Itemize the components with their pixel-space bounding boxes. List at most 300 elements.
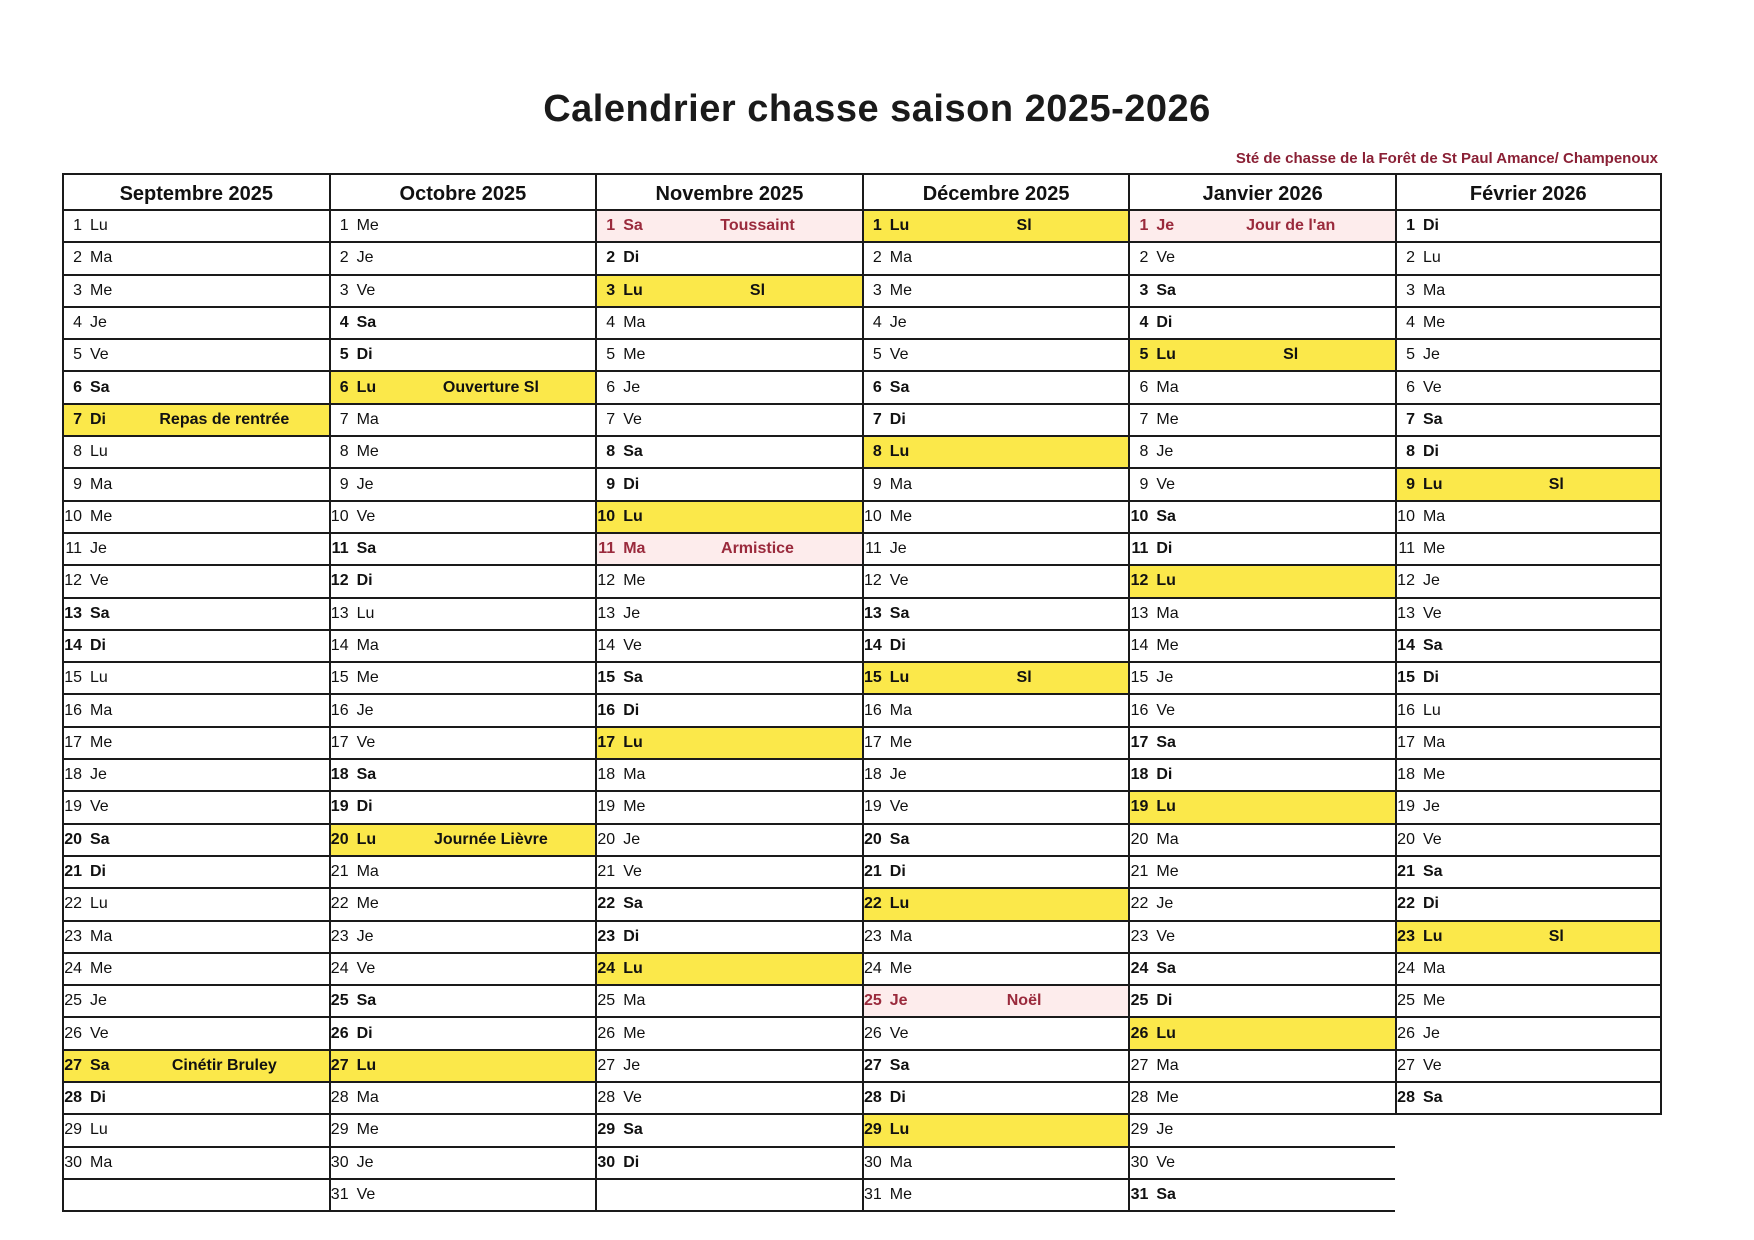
day-name: Sa <box>1422 863 1443 881</box>
day-row <box>862 986 1129 1018</box>
day-name: Je <box>1156 217 1175 235</box>
day-number: 23 <box>64 927 82 945</box>
day-name: Me <box>889 733 913 751</box>
day-name: Sa <box>623 217 643 235</box>
day-name: Me <box>623 798 646 816</box>
day-number: 27 <box>330 1056 349 1074</box>
day-row <box>1395 631 1662 663</box>
day-number: 21 <box>64 863 82 881</box>
day-name: Ve <box>889 798 909 816</box>
day-number: 8 <box>1406 443 1415 461</box>
day-row <box>1395 922 1662 954</box>
day-row <box>62 1018 329 1050</box>
day-name: Ma <box>1422 959 1446 977</box>
day-name: Je <box>623 604 641 622</box>
day-event: Sl <box>1548 475 1564 493</box>
day-number: 29 <box>863 1121 882 1139</box>
day-name: Me <box>356 1121 379 1139</box>
day-number: 5 <box>73 346 82 364</box>
day-number: 8 <box>872 443 882 461</box>
day-row <box>1395 889 1662 921</box>
day-number: 15 <box>1130 669 1149 687</box>
day-number: 27 <box>64 1056 82 1074</box>
day-number: 20 <box>1130 830 1149 848</box>
day-name: Ve <box>356 281 376 299</box>
day-number: 1 <box>73 217 82 235</box>
day-row <box>1395 405 1662 437</box>
day-number: 9 <box>1406 475 1415 493</box>
day-name: Je <box>889 314 907 332</box>
day-row <box>329 243 596 275</box>
day-name: Je <box>889 766 907 784</box>
day-number: 2 <box>73 249 82 267</box>
day-number: 30 <box>330 1153 349 1171</box>
day-row <box>62 1148 329 1180</box>
day-number: 10 <box>1130 507 1149 525</box>
day-event: Armistice <box>721 540 794 558</box>
day-row <box>62 1083 329 1115</box>
day-number: 20 <box>863 830 882 848</box>
day-row <box>595 308 862 340</box>
day-number: 18 <box>863 766 882 784</box>
day-row <box>62 954 329 986</box>
day-row <box>329 1115 596 1147</box>
day-row <box>1128 502 1395 534</box>
day-name: Me <box>1422 766 1446 784</box>
day-number: 9 <box>73 475 82 493</box>
month-header: Décembre 2025 <box>862 173 1129 211</box>
day-number: 12 <box>597 572 616 590</box>
day-name: Ve <box>623 410 642 428</box>
day-name: Ma <box>1156 1056 1179 1074</box>
day-number: 9 <box>339 475 349 493</box>
day-name: Lu <box>356 1056 377 1074</box>
day-name: Di <box>90 1089 106 1107</box>
empty-row <box>62 1180 329 1212</box>
month-header: Février 2026 <box>1395 173 1662 211</box>
day-name: Ve <box>623 637 642 654</box>
day-number: 13 <box>1130 604 1149 622</box>
day-name: Ve <box>356 733 376 751</box>
day-row <box>62 857 329 889</box>
day-name: Je <box>90 992 107 1010</box>
day-row <box>62 792 329 824</box>
day-name: Lu <box>1422 701 1441 719</box>
day-name: Sa <box>623 669 643 687</box>
day-row <box>1395 502 1662 534</box>
day-row <box>329 986 596 1018</box>
day-row <box>1395 857 1662 889</box>
day-number: 31 <box>863 1186 882 1204</box>
day-name: Lu <box>623 733 643 751</box>
day-name: Di <box>356 798 373 816</box>
day-number: 4 <box>1406 314 1415 332</box>
day-row <box>1395 695 1662 727</box>
day-name: Di <box>1156 766 1173 784</box>
day-name: Ma <box>889 927 913 945</box>
day-number: 17 <box>64 733 82 751</box>
day-name: Lu <box>90 895 108 913</box>
day-row <box>329 566 596 598</box>
day-name: Sa <box>1422 637 1443 654</box>
day-number: 19 <box>1397 798 1415 816</box>
day-name: Ma <box>889 249 913 267</box>
day-number: 13 <box>863 604 882 622</box>
day-name: Ma <box>623 314 646 332</box>
day-name: Me <box>1156 863 1179 881</box>
day-name: Lu <box>1156 798 1176 816</box>
day-row <box>1128 760 1395 792</box>
month-header: Septembre 2025 <box>62 173 329 211</box>
day-row <box>1128 889 1395 921</box>
day-name: Je <box>889 540 907 558</box>
day-number: 18 <box>1397 766 1415 784</box>
day-name: Je <box>90 314 107 332</box>
day-name: Ma <box>623 766 646 784</box>
day-name: Me <box>889 959 913 977</box>
day-number: 6 <box>73 378 82 396</box>
day-row <box>862 1083 1129 1115</box>
day-row <box>329 889 596 921</box>
day-row <box>1395 825 1662 857</box>
day-name: Lu <box>1422 249 1441 267</box>
day-row <box>62 922 329 954</box>
day-name: Me <box>356 895 379 913</box>
day-row <box>595 695 862 727</box>
day-row <box>62 663 329 695</box>
day-name: Ve <box>1156 249 1176 267</box>
day-name: Sa <box>1156 959 1176 977</box>
day-name: Di <box>889 410 906 428</box>
day-row <box>329 405 596 437</box>
day-name: Di <box>90 637 106 654</box>
day-name: Sa <box>356 766 377 784</box>
day-number: 20 <box>1397 830 1415 848</box>
day-name: Ma <box>356 410 379 428</box>
day-number: 15 <box>863 669 882 687</box>
day-number: 22 <box>330 895 349 913</box>
day-event: Jour de l'an <box>1246 217 1336 235</box>
day-number: 23 <box>597 927 616 945</box>
day-row <box>1128 1018 1395 1050</box>
day-number: 11 <box>65 540 82 558</box>
day-row <box>1128 825 1395 857</box>
day-number: 27 <box>597 1056 616 1074</box>
day-number: 30 <box>597 1153 616 1171</box>
day-number: 19 <box>597 798 616 816</box>
day-number: 12 <box>863 572 882 590</box>
day-number: 16 <box>330 701 349 719</box>
day-number: 18 <box>330 766 349 784</box>
day-event: Ouverture Sl <box>442 378 539 396</box>
day-number: 19 <box>863 798 882 816</box>
day-number: 25 <box>1397 992 1415 1010</box>
day-name: Me <box>356 217 379 235</box>
day-row <box>595 728 862 760</box>
day-name: Sa <box>90 1056 110 1074</box>
day-row <box>62 599 329 631</box>
day-row <box>62 405 329 437</box>
day-number: 30 <box>863 1153 882 1171</box>
day-name: Me <box>356 443 379 461</box>
day-name: Di <box>356 1024 373 1042</box>
day-row <box>1395 276 1662 308</box>
day-number: 29 <box>330 1121 349 1139</box>
day-row <box>862 1148 1129 1180</box>
day-row <box>862 760 1129 792</box>
day-row <box>595 340 862 372</box>
day-name: Me <box>90 281 113 299</box>
day-name: Je <box>356 249 374 267</box>
day-name: Ma <box>1422 281 1446 299</box>
day-name: Di <box>1422 217 1439 235</box>
day-name: Di <box>623 249 640 267</box>
day-name: Ma <box>1422 507 1446 525</box>
day-number: 16 <box>1130 701 1149 719</box>
day-number: 2 <box>1406 249 1415 267</box>
day-row <box>1395 437 1662 469</box>
day-number: 1 <box>872 217 882 235</box>
day-name: Lu <box>90 669 108 687</box>
day-name: Lu <box>889 895 910 913</box>
day-row <box>62 566 329 598</box>
day-number: 17 <box>1397 733 1415 751</box>
day-number: 28 <box>330 1089 349 1107</box>
day-number: 16 <box>64 701 82 719</box>
day-name: Lu <box>623 959 643 977</box>
day-number: 3 <box>1406 281 1415 299</box>
day-row <box>1128 1180 1395 1212</box>
day-number: 5 <box>339 346 349 364</box>
day-number: 19 <box>1130 798 1149 816</box>
day-name: Je <box>889 992 908 1010</box>
month-column <box>1128 173 1395 1212</box>
day-number: 10 <box>597 507 616 525</box>
day-row <box>1128 469 1395 501</box>
day-number: 24 <box>1397 959 1415 977</box>
day-number: 14 <box>64 637 82 654</box>
day-number: 12 <box>1397 572 1415 590</box>
day-name: Di <box>90 863 106 881</box>
day-number: 13 <box>1397 604 1415 622</box>
day-name: Lu <box>90 443 108 461</box>
day-row <box>1395 243 1662 275</box>
day-row <box>1128 792 1395 824</box>
day-row <box>595 986 862 1018</box>
day-row <box>1395 663 1662 695</box>
day-name: Ve <box>889 346 909 364</box>
day-row <box>595 1148 862 1180</box>
day-row <box>862 502 1129 534</box>
day-row <box>1128 695 1395 727</box>
day-row <box>329 1018 596 1050</box>
day-number: 22 <box>863 895 882 913</box>
day-row <box>1395 599 1662 631</box>
day-name: Ma <box>90 927 113 945</box>
day-name: Ve <box>623 863 642 881</box>
day-number: 28 <box>863 1089 882 1107</box>
day-name: Lu <box>1422 927 1443 945</box>
day-number: 21 <box>597 863 616 881</box>
day-number: 4 <box>606 314 616 332</box>
day-name: Di <box>889 637 906 654</box>
day-row <box>595 857 862 889</box>
day-row <box>862 211 1129 243</box>
day-number: 11 <box>865 540 882 558</box>
day-number: 23 <box>1130 927 1149 945</box>
day-row <box>329 695 596 727</box>
day-number: 18 <box>597 766 616 784</box>
day-name: Me <box>1156 1089 1179 1107</box>
day-row <box>329 792 596 824</box>
day-name: Di <box>1156 992 1173 1010</box>
day-name: Lu <box>356 604 375 622</box>
day-event: Journée Lièvre <box>433 830 548 848</box>
day-name: Ma <box>889 701 913 719</box>
day-number: 6 <box>872 378 882 396</box>
day-row <box>1395 340 1662 372</box>
day-number: 30 <box>1130 1153 1149 1171</box>
day-number: 1 <box>1406 217 1415 235</box>
day-row <box>329 825 596 857</box>
day-name: Ma <box>90 1153 113 1171</box>
day-number: 24 <box>1130 959 1149 977</box>
day-row <box>1395 469 1662 501</box>
day-number: 3 <box>606 281 616 299</box>
day-row <box>329 1083 596 1115</box>
day-row <box>329 469 596 501</box>
day-number: 29 <box>597 1121 616 1139</box>
day-name: Sa <box>356 992 377 1010</box>
day-name: Ma <box>90 701 113 719</box>
day-number: 21 <box>330 863 349 881</box>
day-number: 22 <box>597 895 616 913</box>
day-row <box>862 922 1129 954</box>
day-number: 9 <box>872 475 882 493</box>
day-row <box>62 340 329 372</box>
day-number: 4 <box>339 314 349 332</box>
day-number: 23 <box>330 927 349 945</box>
day-name: Ma <box>90 249 113 267</box>
day-name: Di <box>356 572 373 590</box>
day-number: 2 <box>339 249 349 267</box>
day-row <box>1128 986 1395 1018</box>
day-number: 8 <box>1139 443 1149 461</box>
day-row <box>62 308 329 340</box>
day-row <box>862 599 1129 631</box>
day-name: Lu <box>1156 1024 1176 1042</box>
day-row <box>62 1051 329 1083</box>
day-number: 10 <box>64 507 82 525</box>
day-name: Lu <box>623 507 643 525</box>
day-number: 26 <box>330 1024 349 1042</box>
day-event: Noël <box>1006 992 1042 1010</box>
day-name: Ma <box>356 637 379 654</box>
day-name: Ma <box>623 540 646 558</box>
day-name: Me <box>1422 992 1446 1010</box>
day-name: Je <box>1422 572 1440 590</box>
day-row <box>595 663 862 695</box>
day-number: 6 <box>1139 378 1149 396</box>
day-row <box>329 211 596 243</box>
page-subtitle: Sté de chasse de la Forêt de St Paul Amance/ Champenoux <box>1235 150 1658 167</box>
day-row <box>862 469 1129 501</box>
day-number: 24 <box>863 959 882 977</box>
day-name: Lu <box>889 669 910 687</box>
day-name: Je <box>623 378 641 396</box>
day-number: 24 <box>597 959 616 977</box>
day-name: Ma <box>889 1153 913 1171</box>
day-number: 21 <box>1397 863 1415 881</box>
day-number: 24 <box>64 959 82 977</box>
day-number: 2 <box>606 249 616 267</box>
day-name: Sa <box>1156 281 1176 299</box>
month-header: Octobre 2025 <box>329 173 596 211</box>
day-number: 3 <box>73 281 82 299</box>
day-name: Ma <box>356 1089 379 1107</box>
day-row <box>329 631 596 663</box>
day-name: Sa <box>356 314 377 332</box>
day-row <box>595 760 862 792</box>
day-name: Je <box>1156 1121 1174 1139</box>
day-number: 7 <box>1139 410 1149 428</box>
month-column <box>329 173 596 1212</box>
day-row <box>595 1115 862 1147</box>
day-row <box>1128 566 1395 598</box>
day-event: Toussaint <box>720 217 795 235</box>
day-number: 26 <box>863 1024 882 1042</box>
day-number: 22 <box>64 895 82 913</box>
day-row <box>862 663 1129 695</box>
day-name: Me <box>889 507 913 525</box>
month-column <box>595 173 862 1212</box>
day-number: 27 <box>863 1056 882 1074</box>
day-number: 23 <box>1397 927 1415 945</box>
day-row <box>595 469 862 501</box>
day-row <box>862 1018 1129 1050</box>
day-row <box>1128 954 1395 986</box>
day-name: Di <box>1422 669 1439 687</box>
day-row <box>329 663 596 695</box>
day-row <box>1395 986 1662 1018</box>
day-name: Sa <box>889 378 910 396</box>
day-row <box>62 243 329 275</box>
month-header: Novembre 2025 <box>595 173 862 211</box>
day-number: 15 <box>597 669 616 687</box>
day-row <box>329 502 596 534</box>
calendar-grid <box>62 173 1662 1212</box>
day-name: Sa <box>90 604 110 622</box>
day-number: 26 <box>1130 1024 1149 1042</box>
day-number: 6 <box>339 378 349 396</box>
day-row <box>1395 1018 1662 1050</box>
day-name: Di <box>1156 540 1173 558</box>
day-row <box>62 469 329 501</box>
day-name: Sa <box>1422 410 1443 428</box>
day-number: 27 <box>1130 1056 1149 1074</box>
day-name: Ma <box>1156 378 1179 396</box>
day-name: Lu <box>90 217 108 235</box>
day-number: 24 <box>330 959 349 977</box>
month-column <box>862 173 1129 1212</box>
day-row <box>1395 954 1662 986</box>
day-row <box>1128 243 1395 275</box>
day-name: Me <box>623 572 646 590</box>
day-number: 25 <box>597 992 616 1010</box>
day-row <box>862 792 1129 824</box>
day-name: Ve <box>90 1024 109 1042</box>
day-row <box>595 825 862 857</box>
